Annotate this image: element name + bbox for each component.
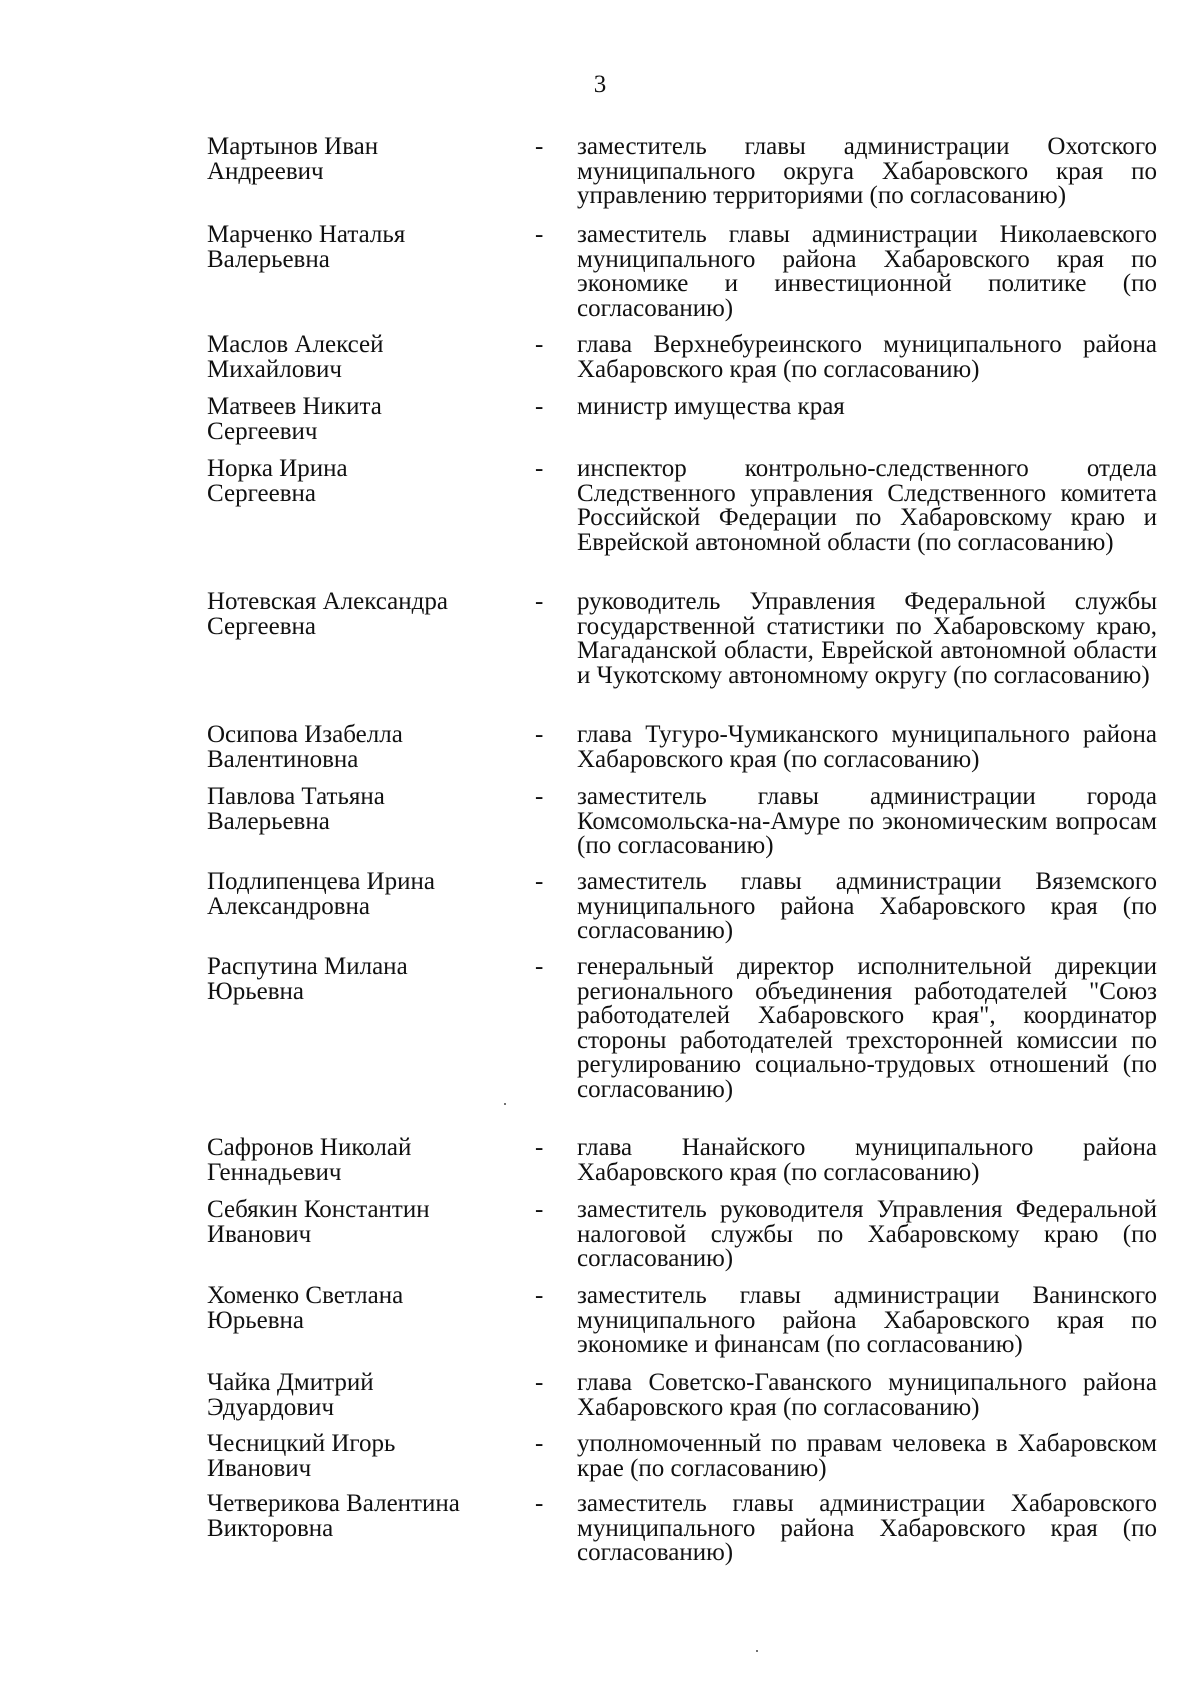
member-name-line: Подлипенцева Ирина (207, 868, 435, 895)
separator-dash: - (535, 1196, 544, 1223)
member-role: глава Нанайского муниципального района Хабаровского края (по согласованию) (577, 1134, 1157, 1186)
member-name-line: Михайлович (207, 355, 342, 383)
member-name (207, 1492, 507, 1541)
separator-dash: - (535, 1430, 544, 1457)
separator-dash: - (535, 1282, 544, 1309)
member-role: глава Тугуро-Чумиканского муниципального района Хабаровского края (по согласованию) (577, 721, 1157, 773)
separator-dash: - (535, 588, 544, 615)
member-name-line: Геннадьевич (207, 1158, 342, 1186)
member-name-line: Нотевская Александра (207, 588, 448, 615)
member-name (207, 1136, 507, 1185)
member-name-line: Сергеевна (207, 479, 316, 507)
member-name-line: Юрьевна (207, 1306, 304, 1334)
member-name-line: Викторовна (207, 1514, 334, 1542)
member-name-line: Валерьевна (207, 807, 330, 835)
member-name (207, 870, 507, 919)
member-name (207, 1371, 507, 1420)
member-name-line: Андреевич (207, 157, 324, 185)
member-role: заместитель главы администрации Вяземского муниципального района Хабаровского края (по согласованию) (577, 868, 1157, 944)
separator-dash: - (535, 721, 544, 748)
member-name (207, 1432, 507, 1481)
member-role: глава Верхнебуреинского муниципального района Хабаровского края (по согласованию) (577, 331, 1157, 383)
member-name-line: Чесницкий Игорь (207, 1430, 396, 1457)
scan-speck (756, 1650, 758, 1652)
member-name-line: Хоменко Светлана (207, 1282, 404, 1309)
member-name (207, 723, 507, 772)
separator-dash: - (535, 953, 544, 980)
member-name-line: Норка Ирина (207, 455, 348, 482)
separator-dash: - (535, 331, 544, 358)
separator-dash: - (535, 783, 544, 810)
member-name (207, 457, 507, 506)
member-name (207, 223, 507, 272)
member-role: министр имущества края (577, 393, 845, 420)
member-name-line: Распутина Милана (207, 953, 408, 980)
member-name-line: Осипова Изабелла (207, 721, 403, 748)
member-name-line: Марченко Наталья (207, 221, 406, 248)
member-name-line: Чайка Дмитрий (207, 1369, 374, 1396)
member-role: генеральный директор исполнительной дирекции регионального объединения работодателей "Союз работодателей Хабаровского края", координатор стороны работодателей трехсторонней комиссии по регулированию социально-трудовых отношений (по согласованию) (577, 953, 1157, 1103)
member-role: инспектор контрольно-следственного отдела Следственного управления Следственного комитета Российской Федерации по Хабаровскому краю и Еврейской автономной области (по согласованию) (577, 455, 1157, 556)
separator-dash: - (535, 1369, 544, 1396)
separator-dash: - (535, 1134, 544, 1161)
member-role: уполномоченный по правам человека в Хабаровском крае (по согласованию) (577, 1430, 1157, 1482)
member-name-line: Сафронов Николай (207, 1134, 412, 1161)
member-name (207, 590, 507, 639)
separator-dash: - (535, 868, 544, 895)
scan-speck (504, 1103, 506, 1105)
member-name-line: Эдуардович (207, 1393, 335, 1421)
member-name-line: Себякин Константин (207, 1196, 430, 1223)
separator-dash: - (535, 221, 544, 248)
separator-dash: - (535, 1490, 544, 1517)
member-role: заместитель главы администрации Николаевского муниципального района Хабаровского края по экономике и инвестиционной политике (по согласованию) (577, 221, 1157, 322)
member-name (207, 1284, 507, 1333)
separator-dash: - (535, 455, 544, 482)
member-name-line: Валентиновна (207, 745, 359, 773)
member-name-line: Маслов Алексей (207, 331, 384, 358)
member-name (207, 395, 507, 444)
member-name-line: Иванович (207, 1454, 312, 1482)
member-name-line: Сергеевич (207, 417, 318, 445)
member-name-line: Четверикова Валентина (207, 1490, 460, 1517)
page-number: 3 (593, 71, 607, 98)
member-name-line: Сергеевна (207, 612, 316, 640)
member-role: заместитель главы администрации Хабаровского муниципального района Хабаровского края (по согласованию) (577, 1490, 1157, 1566)
member-role: глава Советско-Гаванского муниципального района Хабаровского края (по согласованию) (577, 1369, 1157, 1421)
member-name (207, 135, 507, 184)
separator-dash: - (535, 133, 544, 160)
member-name-line: Юрьевна (207, 977, 304, 1005)
member-name (207, 1198, 507, 1247)
member-name-line: Матвеев Никита (207, 393, 382, 420)
separator-dash: - (535, 393, 544, 420)
member-name (207, 955, 507, 1004)
member-role: заместитель главы администрации города Комсомольска-на-Амуре по экономическим вопросам (по согласованию) (577, 783, 1157, 859)
member-name (207, 785, 507, 834)
member-role: заместитель главы администрации Ванинского муниципального района Хабаровского края по экономике и финансам (по согласованию) (577, 1282, 1157, 1358)
member-role: руководитель Управления Федеральной службы государственной статистики по Хабаровскому краю, Магаданской области, Еврейской автономной области и Чукотскому автономному округу (по согласованию) (577, 588, 1157, 689)
member-role: заместитель главы администрации Охотского муниципального округа Хабаровского края по управлению территориями (по согласованию) (577, 133, 1157, 209)
member-name (207, 333, 507, 382)
member-name-line: Валерьевна (207, 245, 330, 273)
member-name-line: Мартынов Иван (207, 133, 379, 160)
member-name-line: Павлова Татьяна (207, 783, 385, 810)
member-role: заместитель руководителя Управления Федеральной налоговой службы по Хабаровскому краю (по согласованию) (577, 1196, 1157, 1272)
member-name-line: Иванович (207, 1220, 312, 1248)
member-name-line: Александровна (207, 892, 371, 920)
